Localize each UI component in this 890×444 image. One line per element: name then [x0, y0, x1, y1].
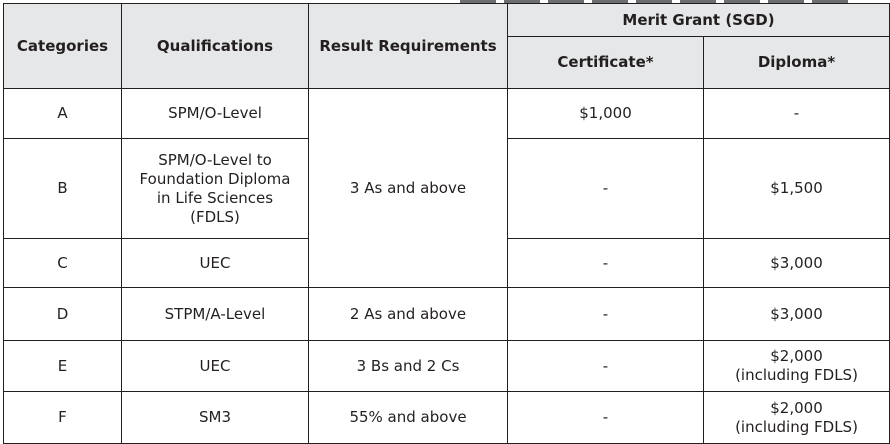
certificate-grant-cell: - — [508, 392, 704, 444]
certificate-grant-cell: - — [508, 239, 704, 288]
qualification-cell: SPM/O-Level to Foundation Diploma in Life Sciences (FDLS) — [122, 139, 309, 239]
category-cell: A — [4, 89, 122, 139]
diploma-grant-cell: $2,000 (including FDLS) — [704, 392, 890, 444]
diploma-grant-cell: $1,500 — [704, 139, 890, 239]
requirement-cell: 2 As and above — [309, 288, 508, 341]
category-cell: D — [4, 288, 122, 341]
diploma-grant-cell: - — [704, 89, 890, 139]
qualification-cell: SPM/O-Level — [122, 89, 309, 139]
qualification-cell: STPM/A-Level — [122, 288, 309, 341]
certificate-grant-cell: - — [508, 139, 704, 239]
table-row — [4, 288, 890, 341]
header-qualifications: Qualifications — [122, 4, 309, 89]
table-row — [4, 341, 890, 392]
header-result-requirements: Result Requirements — [309, 4, 508, 89]
diploma-grant-cell: $3,000 — [704, 288, 890, 341]
table-row — [4, 392, 890, 444]
header-merit-grant: Merit Grant (SGD) — [508, 4, 890, 37]
header-categories: Categories — [4, 4, 122, 89]
qualification-cell: UEC — [122, 341, 309, 392]
merit-grant-table — [3, 3, 890, 444]
diploma-grant-cell: $2,000 (including FDLS) — [704, 341, 890, 392]
category-cell: C — [4, 239, 122, 288]
certificate-grant-cell: - — [508, 288, 704, 341]
requirement-cell: 3 As and above — [309, 89, 508, 288]
header-certificate: Certificate* — [508, 37, 704, 89]
header-diploma: Diploma* — [704, 37, 890, 89]
certificate-grant-cell: $1,000 — [508, 89, 704, 139]
header-row — [4, 4, 890, 37]
requirement-cell: 55% and above — [309, 392, 508, 444]
category-cell: B — [4, 139, 122, 239]
requirement-cell: 3 Bs and 2 Cs — [309, 341, 508, 392]
diploma-grant-cell: $3,000 — [704, 239, 890, 288]
qualification-cell: UEC — [122, 239, 309, 288]
category-cell: F — [4, 392, 122, 444]
qualification-cell: SM3 — [122, 392, 309, 444]
category-cell: E — [4, 341, 122, 392]
certificate-grant-cell: - — [508, 341, 704, 392]
table-row — [4, 89, 890, 139]
